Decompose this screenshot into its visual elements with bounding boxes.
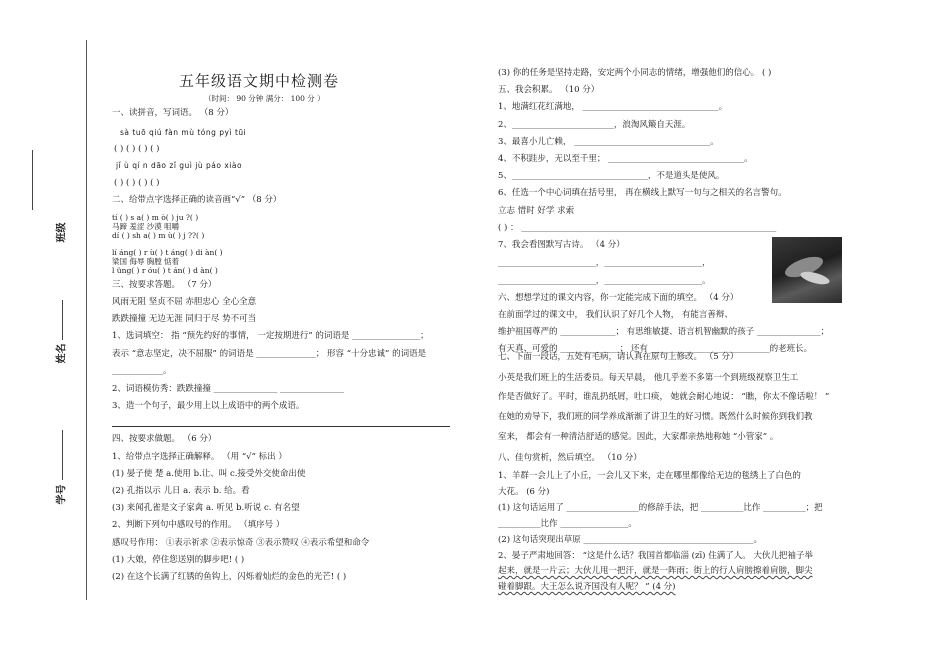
section-7-text-a[interactable]: 小英是我们班上的生活委员。每天早晨， 他几乎差不多第一个到班级视察卫生工 — [498, 373, 799, 383]
question-5-2[interactable]: 2、________________________，浪淘风簸自天涯。 — [498, 120, 691, 130]
question-5-6: 6、任选一个中心词填在括号里， 再在横线上默写一句与之相关的名言警句。 — [498, 188, 787, 198]
reading-words-1: 马蹄 羞涩 沙漠 咀嚼 — [112, 222, 180, 231]
id-field-line[interactable] — [62, 430, 63, 480]
section-3-heading: 三、按要求答题。 （7 分） — [112, 280, 217, 290]
question-3-1c[interactable]: ____________。 — [112, 366, 172, 376]
answer-boxes-row-1[interactable]: ( ) ( ) ( ) ( ) — [114, 144, 160, 154]
section-6-text-c[interactable]: 有天真、可爱的 ______________； 还有 ____________________________的老班长。 — [498, 344, 813, 354]
section-7-text-b[interactable]: 作是否做好了。平时，谁乱扔纸屑，吐口痰， 她就会耐心地说： “瞧，你太不像话啦！ ” — [498, 392, 830, 402]
section-7-heading: 七、下面一段话，五处有毛病，请认真在原句上修改。 （5 分） — [498, 352, 739, 362]
section-5-heading: 五、我会积累。 （10 分） — [498, 85, 600, 95]
question-5-1[interactable]: 1、地满红花红满地， ________________________________。 — [498, 102, 728, 112]
question-8-1: 1、羊群一会儿上了小丘，一会儿又下来，走在哪里都像给无边的毯绣上了白色的 — [498, 471, 801, 481]
answer-boxes-row-2[interactable]: ( ) ( ) ( ) ( ) — [114, 178, 160, 188]
poem-line-2[interactable]: _______________________，_______________________。 — [498, 276, 711, 286]
question-4-2a: 感叹号作用： ①表示祈求 ②表示惊奇 ③表示赞叹 ④表示希望和命令 — [112, 538, 370, 548]
reading-row-2[interactable]: dí ( ) sh a( ) m ù( ) j ??( ) — [112, 231, 205, 240]
question-3-3: 3、造一个句子，最少用上以上成语中的两个成语。 — [112, 401, 305, 411]
question-8-1d[interactable]: (2) 这句话突现出草原 ________________________________________。 — [498, 535, 762, 545]
question-4-1b[interactable]: (2) 孔指以示 儿日 a. 表示 b. 给。看 — [112, 486, 250, 496]
binding-divider — [86, 40, 87, 600]
class-field-line[interactable] — [32, 150, 33, 210]
question-8-2b[interactable]: 碰着脚跟。大王怎么说齐国没有人呢？ ” (4 分) — [498, 582, 676, 592]
question-3-2[interactable]: 2、词语模仿秀：跌跌撞撞 _______________ _______________ — [112, 384, 344, 394]
section-6-text-a: 在前面学过的课文中， 我们认识了好几个人物， 有能言善辩、 — [498, 310, 733, 320]
question-5-7: 7、我会看图默写古诗。 （4 分） — [498, 240, 625, 250]
question-4-2c[interactable]: (2) 在这个长满了红锈的鱼钩上，闪烁着灿烂的金色的光芒! ( ) — [112, 572, 347, 582]
idiom-list-2: 跌跌撞撞 无边无涯 同归于尽 势不可当 — [112, 314, 257, 324]
question-4-2d[interactable]: (3) 你的任务是坚持走路，安定两个小同志的情绪，增强他们的信心。 ( ) — [498, 68, 772, 78]
question-3-1b[interactable]: 表示 “意志坚定，决不屈服” 的词语是 ______________； 形容 “十分忠诚” 的词语是 — [112, 349, 427, 359]
question-8-2a: 起来，就是一片云；大伙儿甩一把汗，就是一阵雨；街上的行人肩膀擦着肩膀，脚尖 — [498, 566, 813, 576]
exam-title: 五年级语文期中检测卷 — [179, 72, 340, 90]
id-label: 学号 — [56, 484, 68, 505]
question-4-2: 2、判断下列句中感叹号的作用。 （填序号 ） — [112, 520, 285, 530]
poem-illustration-image — [772, 237, 842, 303]
section-6-text-b[interactable]: 维护祖国尊严的 _____________； 有思维敏捷、语言机智幽默的孩子 _______________； — [498, 327, 830, 337]
question-8-1b[interactable]: (1) 这句话运用了 _________________的修辞手法，把 __________比作 __________；把 — [498, 503, 823, 513]
pinyin-row-2: jǐ ù qí n dāo zǐ guì jù páo xiào — [116, 161, 243, 170]
question-5-4[interactable]: 4、不积跬步，无以至千里； ________________________________。 — [498, 154, 753, 164]
question-4-1c[interactable]: (3) 来闻孔雀是文子家禽 a. 听见 b.听说 c. 有名望 — [112, 503, 300, 513]
keyword-options: 立志 惜时 好学 求索 — [498, 206, 575, 216]
question-8-1c[interactable]: __________比作 ________________。 — [498, 519, 637, 529]
question-8-1a: 大花。 (6 分) — [498, 487, 550, 497]
reading-words-2: 梁国 侮辱 胸膛 惦着 — [112, 257, 180, 266]
poem-illustration-detail — [799, 269, 831, 286]
pinyin-row-1: sà tuō qiú fàn mù tóng pyì tūi — [120, 128, 247, 137]
name-field-line[interactable] — [62, 300, 63, 340]
question-8-2: 2、晏子严肃地回答： “这是什么话？我国首都临淄 (zī) 住满了人。 大伙儿把袖子举 — [498, 551, 813, 561]
question-3-1[interactable]: 1、选词填空： 指 “预先约好的事情， 一定按期进行” 的词语是 ________________； — [112, 331, 429, 341]
name-label: 姓名 — [56, 343, 68, 364]
reading-row-4[interactable]: l üng( ) r óu( ) t án( ) d àn( ) — [112, 266, 218, 275]
section-2-heading: 二、给带点字选择正确的读音画“√” （8 分） — [112, 195, 282, 205]
question-5-6-answer[interactable]: ( ) ： ____________________________________________________________ — [498, 223, 777, 233]
question-4-2b[interactable]: (1) 大娘，停住您送别的脚步吧! ( ) — [112, 555, 245, 565]
section-7-text-c[interactable]: 在她的劝导下，我们班的同学养成渐渐了讲卫生的好习惯。既然什么时候你到我们教 — [498, 412, 813, 422]
question-5-3[interactable]: 3、最喜小儿亡赖， ________________________________。 — [498, 137, 719, 147]
question-4-1a[interactable]: (1) 晏子使 楚 a.使用 b.让、叫 c.接受外交使命出使 — [112, 469, 306, 479]
section-4-heading: 四、按要求做题。 （6 分） — [112, 434, 217, 444]
reading-row-1[interactable]: tí ( ) s a( ) m ò( ) ju ?( ) — [112, 213, 199, 222]
section-1-heading: 一、读拼音，写词语。 （8 分） — [112, 108, 234, 118]
section-6-heading: 六、想想学过的课文内容，你一定能完成下面的填空。 （4 分） — [498, 293, 739, 303]
idiom-list-1: 风雨无阻 坚贞不屈 赤胆忠心 全心全意 — [112, 297, 257, 307]
section-8-heading: 八、佳句赏析，然后填空。 （10 分） — [498, 453, 642, 463]
exam-subtitle: （时间： 90 分钟 满分： 100 分 ） — [204, 94, 325, 103]
class-label: 班级 — [56, 222, 68, 243]
poem-line-1[interactable]: _______________________，_______________________， — [498, 258, 711, 268]
question-4-1: 1、给带点字选择正确解释。 （用 “√” 标出 ） — [112, 452, 287, 462]
question-5-5[interactable]: 5、________________________________，不是道头是使风。 — [498, 171, 725, 181]
section-7-text-d[interactable]: 室来， 都会有一种清洁舒适的感觉。因此，大家都亲热地称她 “小管家” 。 — [498, 432, 779, 442]
answer-line-3-3[interactable] — [112, 426, 450, 427]
binding-margin — [22, 0, 92, 658]
reading-row-3[interactable]: lí áng( ) r ù( ) t áng( ) di àn( ) — [112, 248, 223, 257]
